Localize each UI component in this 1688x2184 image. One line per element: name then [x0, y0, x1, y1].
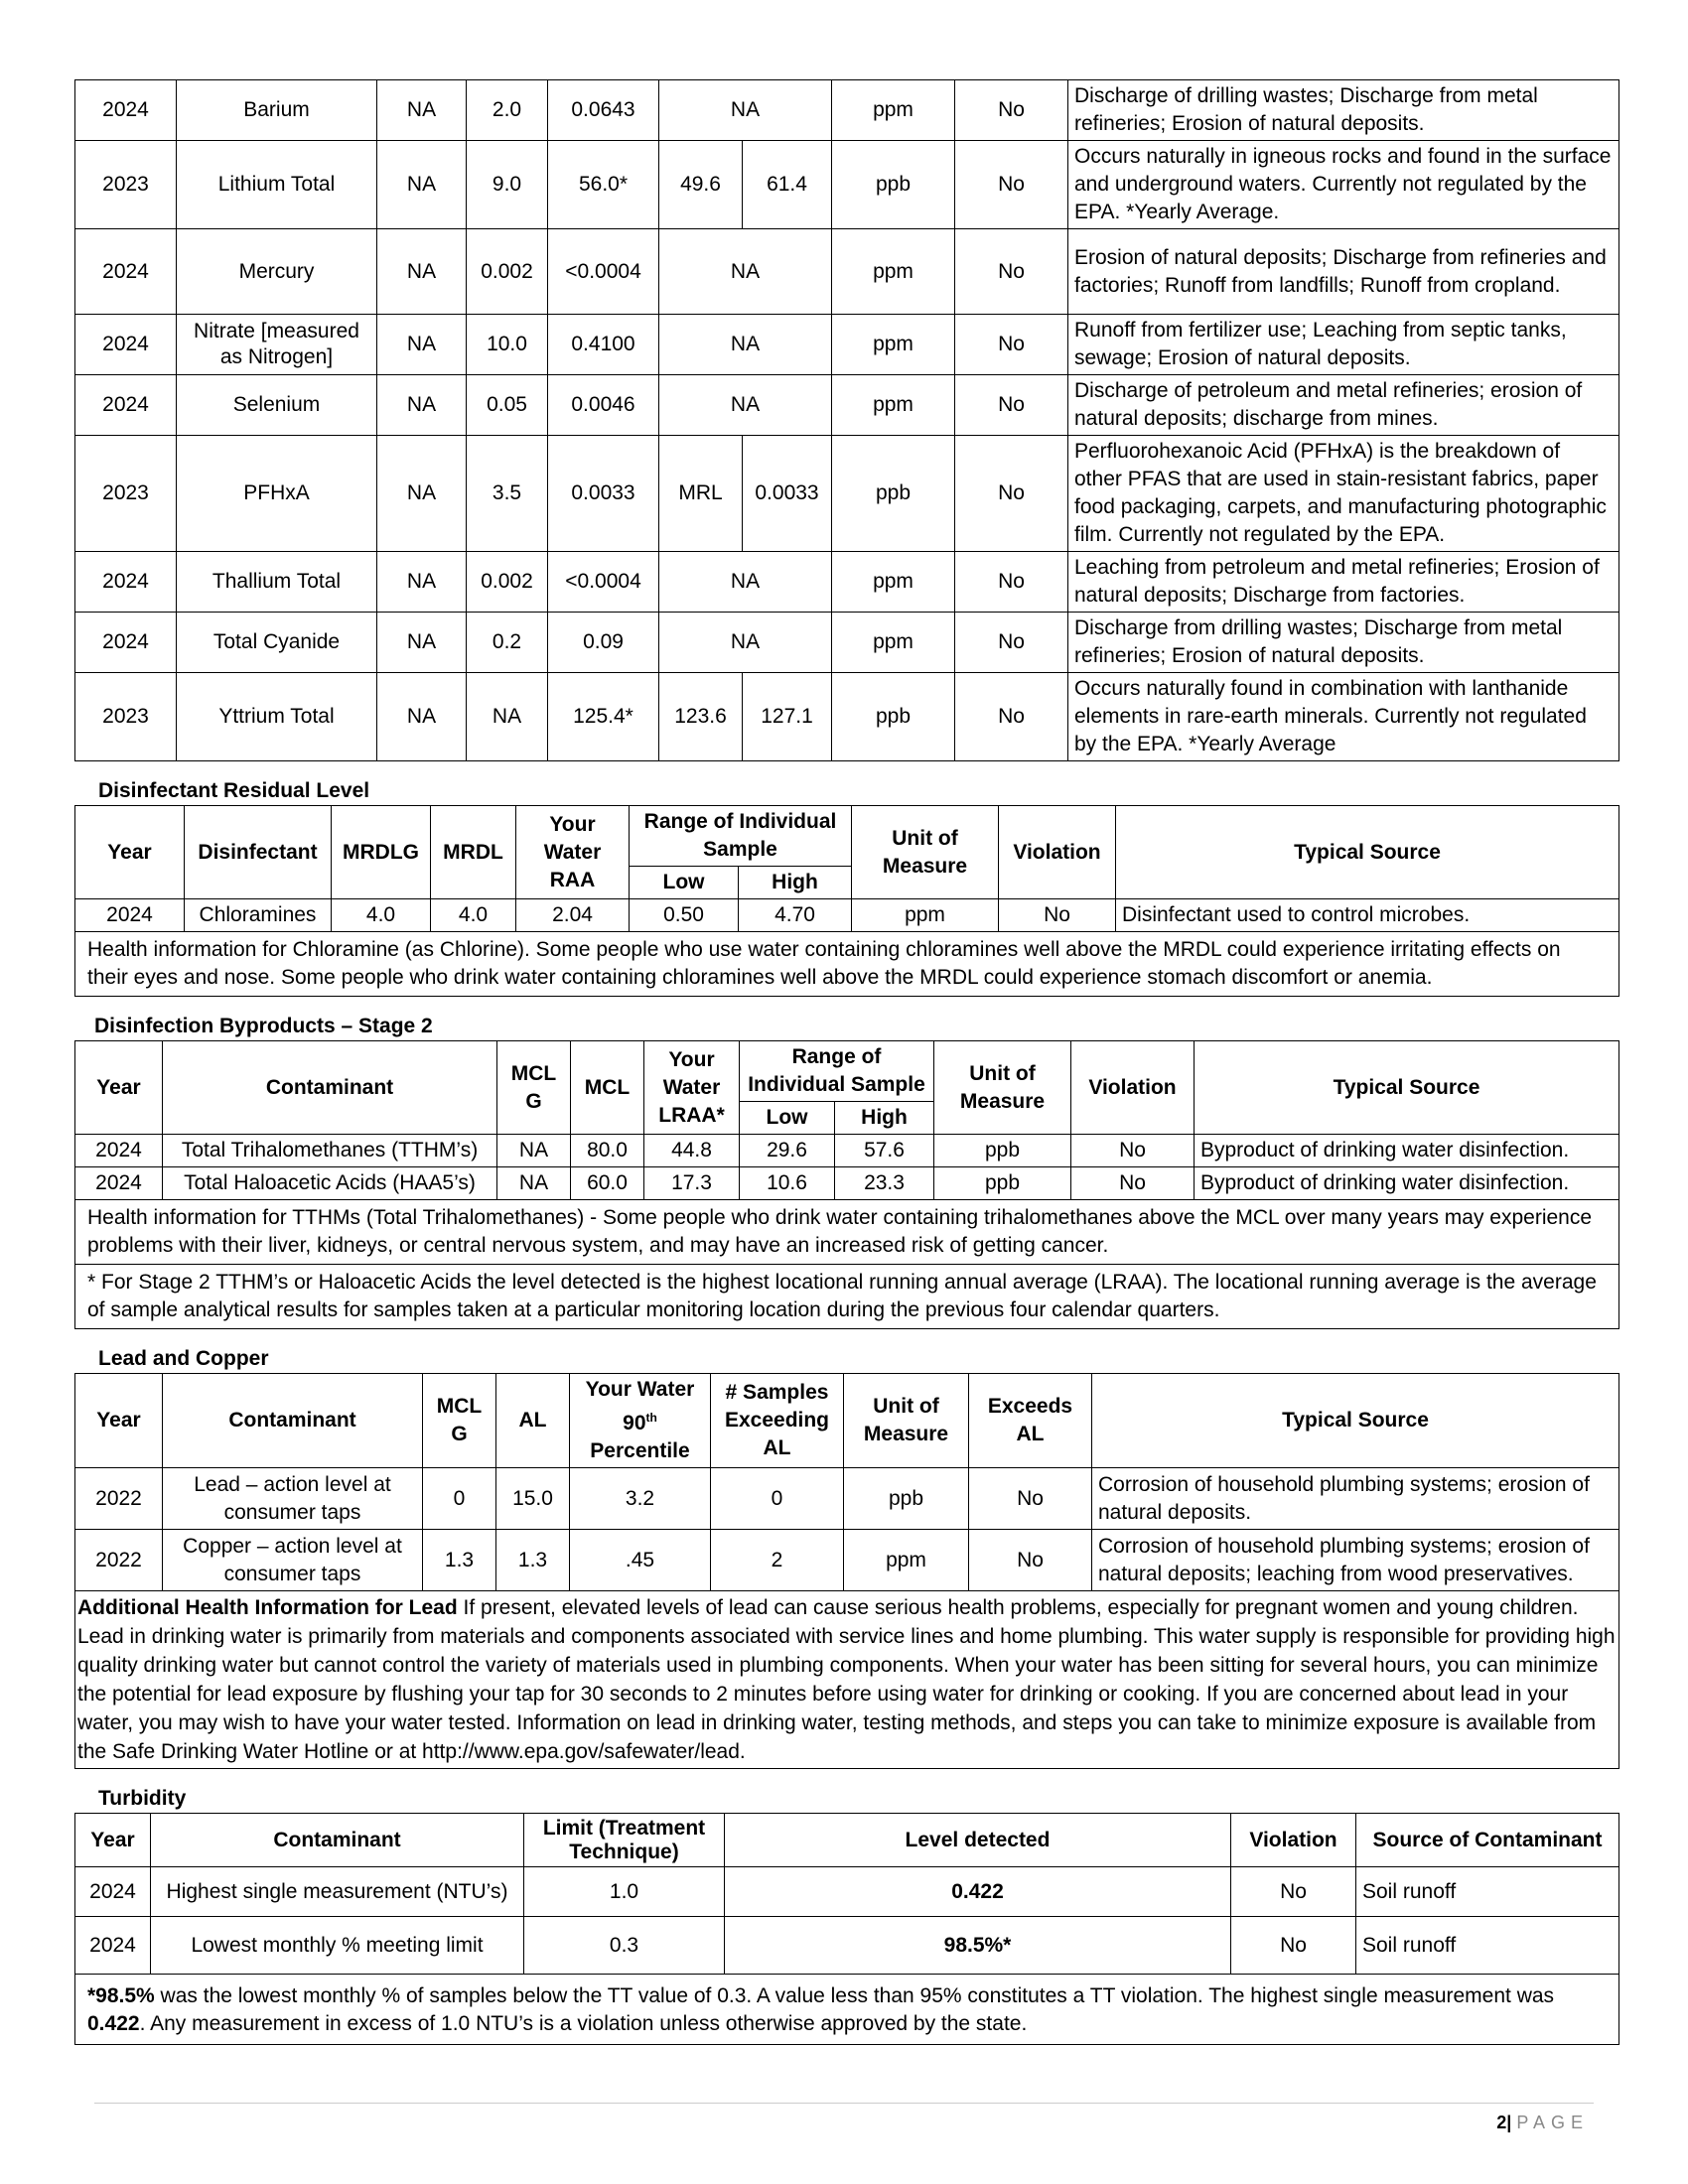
cell-mclg: NA	[377, 613, 467, 673]
cell-range: NA	[659, 552, 832, 613]
cell-high: 61.4	[743, 141, 832, 229]
header-limit: Limit (Treatment Technique)	[524, 1814, 725, 1867]
cell-mcl: NA	[467, 673, 548, 761]
cell-source: Erosion of natural deposits; Discharge from refineries and factories; Runoff from landfills; Runoff from cropland.	[1068, 229, 1619, 315]
cell-violation: No	[1231, 1917, 1356, 1975]
cell-contaminant: Lowest monthly % meeting limit	[151, 1917, 524, 1975]
header-range: Range of Individual Sample	[630, 806, 852, 867]
cell-unit: ppm	[832, 552, 955, 613]
disinfectant-section-title: Disinfectant Residual Level	[98, 779, 370, 802]
cell-source: Soil runoff	[1356, 1917, 1619, 1975]
cell-disinfectant: Chloramines	[185, 899, 332, 932]
cell-lraa: 44.8	[644, 1135, 740, 1167]
header-90th-percentile: Your Water 90th Percentile	[570, 1374, 711, 1468]
header-contaminant: Contaminant	[163, 1374, 423, 1468]
table-row	[75, 1468, 1619, 1530]
cell-mclg: NA	[377, 436, 467, 552]
turbidity-table	[74, 1813, 1619, 2045]
cell-contaminant: Highest single measurement (NTU’s)	[151, 1867, 524, 1917]
cell-contaminant: Total Cyanide	[177, 613, 377, 673]
turbidity-section-title: Turbidity	[98, 1787, 187, 1810]
cell-source: Discharge from drilling wastes; Discharge from metal refineries; Erosion of natural deposits.	[1068, 613, 1619, 673]
header-source: Source of Contaminant	[1356, 1814, 1619, 1867]
cell-violation: No	[955, 613, 1068, 673]
cell-range: NA	[659, 315, 832, 375]
table-row	[75, 899, 1619, 932]
header-unit: Unit of Measure	[844, 1374, 969, 1468]
header-lraa: Your Water LRAA*	[644, 1041, 740, 1135]
cell-level: 125.4*	[548, 673, 659, 761]
header-exceeds: Exceeds AL	[969, 1374, 1092, 1468]
cell-unit: ppm	[832, 315, 955, 375]
cell-year: 2024	[75, 1167, 163, 1200]
header-contaminant: Contaminant	[163, 1041, 497, 1135]
cell-90th: 3.2	[570, 1468, 711, 1530]
cell-low: 10.6	[740, 1167, 835, 1200]
header-year: Year	[75, 1374, 163, 1468]
cell-source: Discharge of petroleum and metal refineries; erosion of natural deposits; discharge from mines.	[1068, 375, 1619, 436]
cell-level: 0.0033	[548, 436, 659, 552]
cell-level: 56.0*	[548, 141, 659, 229]
cell-contaminant: Barium	[177, 80, 377, 141]
cell-source: Soil runoff	[1356, 1867, 1619, 1917]
page	[74, 79, 1618, 2045]
cell-range: NA	[659, 375, 832, 436]
cell-violation: No	[1071, 1167, 1195, 1200]
cell-contaminant: Yttrium Total	[177, 673, 377, 761]
cell-violation: No	[955, 375, 1068, 436]
header-unit: Unit of Measure	[934, 1041, 1071, 1135]
cell-mclg: NA	[497, 1167, 571, 1200]
disinfectant-table	[74, 805, 1619, 997]
cell-mcl: 3.5	[467, 436, 548, 552]
cell-source: Leaching from petroleum and metal refineries; Erosion of natural deposits; Discharge from factories.	[1068, 552, 1619, 613]
cell-exceeds: No	[969, 1530, 1092, 1591]
header-high: High	[739, 867, 852, 899]
table-row	[75, 229, 1619, 315]
cell-90th: .45	[570, 1530, 711, 1591]
header-mrdlg: MRDLG	[332, 806, 431, 899]
cell-contaminant: Lithium Total	[177, 141, 377, 229]
footer-separator: |	[1506, 2113, 1512, 2132]
cell-low: 49.6	[659, 141, 743, 229]
inorganic-contaminants-table	[74, 79, 1619, 761]
cell-range: NA	[659, 229, 832, 315]
table-row	[75, 1867, 1619, 1917]
header-mcl: MCL	[571, 1041, 644, 1135]
table-row	[75, 1135, 1619, 1167]
cell-year: 2024	[75, 552, 177, 613]
lraa-footnote: * For Stage 2 TTHM’s or Haloacetic Acids the level detected is the highest locational running annual average (LRAA). The locational running average is the average of sample analytical results for samples taken at a particular monitoring location during the previous four calendar quarters.	[75, 1265, 1619, 1329]
cell-contaminant: PFHxA	[177, 436, 377, 552]
cell-unit: ppb	[832, 141, 955, 229]
cell-violation: No	[955, 141, 1068, 229]
cell-samples: 2	[711, 1530, 844, 1591]
cell-low: 29.6	[740, 1135, 835, 1167]
cell-level: 0.0643	[548, 80, 659, 141]
cell-contaminant: Total Trihalomethanes (TTHM’s)	[163, 1135, 497, 1167]
cell-unit: ppm	[832, 229, 955, 315]
cell-low: 0.50	[630, 899, 739, 932]
cell-source: Occurs naturally found in combination with lanthanide elements in rare-earth minerals. Currently not regulated by the EPA. *Yearly Average	[1068, 673, 1619, 761]
cell-mcl: 2.0	[467, 80, 548, 141]
table-row	[75, 1167, 1619, 1200]
cell-mcl: 0.05	[467, 375, 548, 436]
table-row	[75, 375, 1619, 436]
header-samples-exceeding: # Samples Exceeding AL	[711, 1374, 844, 1468]
table-row	[75, 673, 1619, 761]
cell-year: 2024	[75, 80, 177, 141]
cell-violation: No	[955, 673, 1068, 761]
cell-contaminant: Thallium Total	[177, 552, 377, 613]
cell-high: 127.1	[743, 673, 832, 761]
cell-al: 15.0	[496, 1468, 570, 1530]
cell-limit: 0.3	[524, 1917, 725, 1975]
cell-violation: No	[1071, 1135, 1195, 1167]
cell-low: MRL	[659, 436, 743, 552]
cell-year: 2024	[75, 1867, 151, 1917]
table-row	[75, 141, 1619, 229]
cell-source: Occurs naturally in igneous rocks and found in the surface and underground waters. Currently not regulated by the EPA. *Yearly Average.	[1068, 141, 1619, 229]
cell-level: 0.422	[725, 1867, 1231, 1917]
header-violation: Violation	[1231, 1814, 1356, 1867]
cell-violation: No	[1231, 1867, 1356, 1917]
table-row	[75, 1917, 1619, 1975]
table-row	[75, 1530, 1619, 1591]
header-contaminant: Contaminant	[151, 1814, 524, 1867]
header-source: Typical Source	[1092, 1374, 1619, 1468]
cell-year: 2024	[75, 613, 177, 673]
cell-unit: ppm	[832, 375, 955, 436]
cell-unit: ppm	[852, 899, 999, 932]
cell-year: 2022	[75, 1468, 163, 1530]
cell-mcl: 0.002	[467, 229, 548, 315]
page-number: 2	[1496, 2113, 1507, 2132]
cell-mclg: 0	[423, 1468, 496, 1530]
chloramine-health-note: Health information for Chloramine (as Chlorine). Some people who use water containing chloramines well above the MRDL could experience irritating effects on their eyes and nose. Some people who drink water containing chloramines well above the MRDL could experience stomach discomfort or anemia.	[75, 932, 1619, 997]
dbp-section-title: Disinfection Byproducts – Stage 2	[94, 1015, 433, 1037]
cell-unit: ppb	[832, 436, 955, 552]
cell-mcl: 60.0	[571, 1167, 644, 1200]
cell-source: Perfluorohexanoic Acid (PFHxA) is the breakdown of other PFAS that are used in stain-resistant fabrics, paper food packaging, carpets, and manufacturing photographic film. Currently not regulated by the EPA.	[1068, 436, 1619, 552]
header-year: Year	[75, 1041, 163, 1135]
table-row	[75, 80, 1619, 141]
cell-mclg: NA	[497, 1135, 571, 1167]
cell-source: Byproduct of drinking water disinfection.	[1195, 1167, 1619, 1200]
cell-range: NA	[659, 80, 832, 141]
lead-section-title: Lead and Copper	[98, 1347, 269, 1370]
cell-unit: ppm	[832, 80, 955, 141]
cell-source: Byproduct of drinking water disinfection.	[1195, 1135, 1619, 1167]
table-row	[75, 436, 1619, 552]
cell-year: 2024	[75, 229, 177, 315]
lead-copper-table	[74, 1373, 1619, 1769]
cell-year: 2024	[75, 375, 177, 436]
cell-mcl: 0.002	[467, 552, 548, 613]
table-row	[75, 552, 1619, 613]
cell-contaminant: Copper – action level at consumer taps	[163, 1530, 423, 1591]
cell-mclg: NA	[377, 80, 467, 141]
cell-level: 0.09	[548, 613, 659, 673]
cell-violation: No	[955, 229, 1068, 315]
header-unit: Unit of Measure	[852, 806, 999, 899]
cell-high: 0.0033	[743, 436, 832, 552]
cell-mclg: 1.3	[423, 1530, 496, 1591]
header-year: Year	[75, 1814, 151, 1867]
cell-year: 2023	[75, 141, 177, 229]
cell-raa: 2.04	[516, 899, 630, 932]
table-row	[75, 315, 1619, 375]
cell-year: 2024	[75, 1135, 163, 1167]
cell-exceeds: No	[969, 1468, 1092, 1530]
cell-source: Discharge of drilling wastes; Discharge from metal refineries; Erosion of natural deposits.	[1068, 80, 1619, 141]
cell-year: 2023	[75, 436, 177, 552]
cell-source: Corrosion of household plumbing systems; erosion of natural deposits; leaching from wood preservatives.	[1092, 1530, 1619, 1591]
cell-year: 2024	[75, 899, 185, 932]
header-al: AL	[496, 1374, 570, 1468]
cell-high: 57.6	[835, 1135, 934, 1167]
cell-mcl: 10.0	[467, 315, 548, 375]
cell-violation: No	[955, 552, 1068, 613]
header-low: Low	[740, 1102, 835, 1135]
header-level: Level detected	[725, 1814, 1231, 1867]
cell-unit: ppb	[844, 1468, 969, 1530]
cell-unit: ppm	[844, 1530, 969, 1591]
cell-source: Runoff from fertilizer use; Leaching from septic tanks, sewage; Erosion of natural deposits.	[1068, 315, 1619, 375]
cell-source: Disinfectant used to control microbes.	[1116, 899, 1619, 932]
header-low: Low	[630, 867, 739, 899]
header-mrdl: MRDL	[431, 806, 516, 899]
cell-year: 2024	[75, 315, 177, 375]
cell-violation: No	[955, 436, 1068, 552]
turbidity-footnote: *98.5% was the lowest monthly % of samples below the TT value of 0.3. A value less than 95% constitutes a TT violation. The highest single measurement was 0.422. Any measurement in excess of 1.0 NTU’s is a violation unless otherwise approved by the state.	[75, 1975, 1619, 2045]
cell-unit: ppm	[832, 613, 955, 673]
table-row	[75, 613, 1619, 673]
tthm-health-note: Health information for TTHMs (Total Trihalomethanes) - Some people who drink water containing trihalomethanes above the MCL over many years may experience problems with their liver, kidneys, or central nervous system, and may have an increased risk of getting cancer.	[75, 1200, 1619, 1265]
header-range: Range of Individual Sample	[740, 1041, 934, 1102]
cell-year: 2023	[75, 673, 177, 761]
cell-limit: 1.0	[524, 1867, 725, 1917]
page-label: PAGE	[1516, 2113, 1589, 2132]
cell-samples: 0	[711, 1468, 844, 1530]
cell-mcl: 0.2	[467, 613, 548, 673]
header-source: Typical Source	[1195, 1041, 1619, 1135]
cell-contaminant: Total Haloacetic Acids (HAA5’s)	[163, 1167, 497, 1200]
cell-level: 98.5%*	[725, 1917, 1231, 1975]
header-violation: Violation	[1071, 1041, 1195, 1135]
cell-mclg: NA	[377, 229, 467, 315]
cell-range: NA	[659, 613, 832, 673]
cell-mclg: NA	[377, 552, 467, 613]
header-mclg: MCL G	[497, 1041, 571, 1135]
cell-source: Corrosion of household plumbing systems; erosion of natural deposits.	[1092, 1468, 1619, 1530]
cell-unit: ppb	[934, 1135, 1071, 1167]
cell-high: 4.70	[739, 899, 852, 932]
cell-year: 2022	[75, 1530, 163, 1591]
cell-mclg: NA	[377, 141, 467, 229]
header-year: Year	[75, 806, 185, 899]
cell-level: 0.0046	[548, 375, 659, 436]
cell-level: <0.0004	[548, 552, 659, 613]
cell-al: 1.3	[496, 1530, 570, 1591]
header-raa: Your Water RAA	[516, 806, 630, 899]
lead-health-note: Additional Health Information for Lead If present, elevated levels of lead can cause serious health problems, especially for pregnant women and young children. Lead in drinking water is primarily from materials and components associated with service lines and home plumbing. This water supply is responsible for providing high quality drinking water but cannot control the variety of materials used in plumbing components. When your water has been sitting for several hours, you can minimize the potential for lead exposure by flushing your tap for 30 seconds to 2 minutes before using water for drinking or cooking. If you are concerned about lead in your water, you may wish to have your water tested. Information on lead in drinking water, testing methods, and steps you can take to minimize exposure is available from the Safe Drinking Water Hotline or at http://www.epa.gov/safewater/lead.	[75, 1591, 1619, 1769]
cell-violation: No	[955, 315, 1068, 375]
header-mclg: MCL G	[423, 1374, 496, 1468]
cell-unit: ppb	[832, 673, 955, 761]
header-disinfectant: Disinfectant	[185, 806, 332, 899]
cell-level: <0.0004	[548, 229, 659, 315]
cell-high: 23.3	[835, 1167, 934, 1200]
cell-violation: No	[955, 80, 1068, 141]
header-high: High	[835, 1102, 934, 1135]
cell-mclg: NA	[377, 673, 467, 761]
dbp-table	[74, 1040, 1619, 1329]
cell-lraa: 17.3	[644, 1167, 740, 1200]
cell-level: 0.4100	[548, 315, 659, 375]
cell-mrdlg: 4.0	[332, 899, 431, 932]
cell-mrdl: 4.0	[431, 899, 516, 932]
header-violation: Violation	[999, 806, 1116, 899]
cell-mcl: 80.0	[571, 1135, 644, 1167]
cell-unit: ppb	[934, 1167, 1071, 1200]
cell-contaminant: Lead – action level at consumer taps	[163, 1468, 423, 1530]
cell-contaminant: Nitrate [measured as Nitrogen]	[177, 315, 377, 375]
cell-mclg: NA	[377, 375, 467, 436]
header-source: Typical Source	[1116, 806, 1619, 899]
cell-year: 2024	[75, 1917, 151, 1975]
cell-low: 123.6	[659, 673, 743, 761]
cell-contaminant: Selenium	[177, 375, 377, 436]
page-footer	[1496, 2113, 1589, 2133]
cell-violation: No	[999, 899, 1116, 932]
cell-contaminant: Mercury	[177, 229, 377, 315]
footer-divider	[94, 2103, 1594, 2104]
cell-mcl: 9.0	[467, 141, 548, 229]
cell-mclg: NA	[377, 315, 467, 375]
